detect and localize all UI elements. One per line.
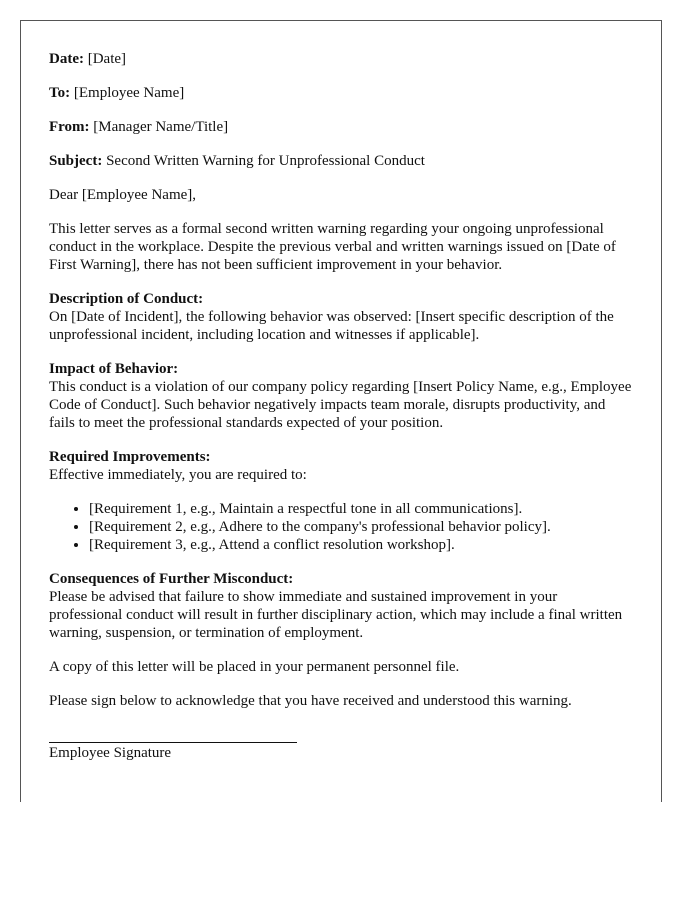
impact-text: This conduct is a violation of our company policy regarding [Insert Policy Name, e.g., Employee Code of Conduct]. Such behavior negatively impacts team morale, disrupts productivity, and fails to meet the professional standards expected of your position.: [49, 379, 632, 431]
improvements-intro: Effective immediately, you are required to:: [49, 467, 307, 483]
conduct-text: On [Date of Incident], the following behavior was observed: [Insert specific description of the unprofessional incident, including location and witnesses if applicable].: [49, 309, 614, 343]
signature-label: Employee Signature: [49, 745, 172, 761]
to-value: [Employee Name]: [73, 85, 185, 101]
subject-field: [49, 152, 633, 170]
from-label: From:: [49, 119, 90, 135]
subject-value: Second Written Warning for Unprofessional Conduct: [106, 153, 425, 169]
to-field: [49, 84, 633, 102]
from-field: [49, 118, 633, 136]
date-label: Date:: [49, 51, 84, 67]
consequences-section: [49, 570, 633, 642]
impact-section: [49, 360, 633, 432]
list-item: • [Requirement 3, e.g., Attend a conflict resolution workshop].: [89, 536, 633, 554]
from-value: [Manager Name/Title]: [93, 119, 229, 135]
date-value: [Date]: [87, 51, 127, 67]
date-field: [49, 50, 633, 68]
copy-note: A copy of this letter will be placed in your permanent personnel file.: [49, 659, 460, 675]
list-item: • [Requirement 1, e.g., Maintain a respectful tone in all communications].: [89, 500, 633, 518]
to-label: To:: [49, 85, 71, 101]
sign-note: Please sign below to acknowledge that you have received and understood this warning.: [49, 693, 572, 709]
conduct-title: Description of Conduct:: [49, 291, 204, 307]
improvements-title: Required Improvements:: [49, 449, 211, 465]
impact-title: Impact of Behavior:: [49, 361, 179, 377]
consequences-text: Please be advised that failure to show immediate and sustained improvement in your professional conduct will result in further disciplinary action, which may include a final written warning, suspension, or termination of employment.: [49, 589, 623, 641]
list-item: • [Requirement 2, e.g., Adhere to the company's professional behavior policy].: [89, 518, 633, 536]
warning-letter: [20, 20, 662, 802]
subject-label: Subject:: [49, 153, 103, 169]
intro-paragraph: This letter serves as a formal second written warning regarding your ongoing unprofessional conduct in the workplace. Despite the previous verbal and written warnings issued on [Date of First Warning], there has not been sufficient improvement in your behavior.: [49, 221, 616, 273]
signature-line[interactable]: [49, 726, 297, 743]
improvements-list: [49, 500, 633, 554]
conduct-section: [49, 290, 633, 344]
consequences-title: Consequences of Further Misconduct:: [49, 571, 294, 587]
improvements-section: [49, 448, 633, 554]
salutation: Dear [Employee Name],: [49, 187, 197, 203]
